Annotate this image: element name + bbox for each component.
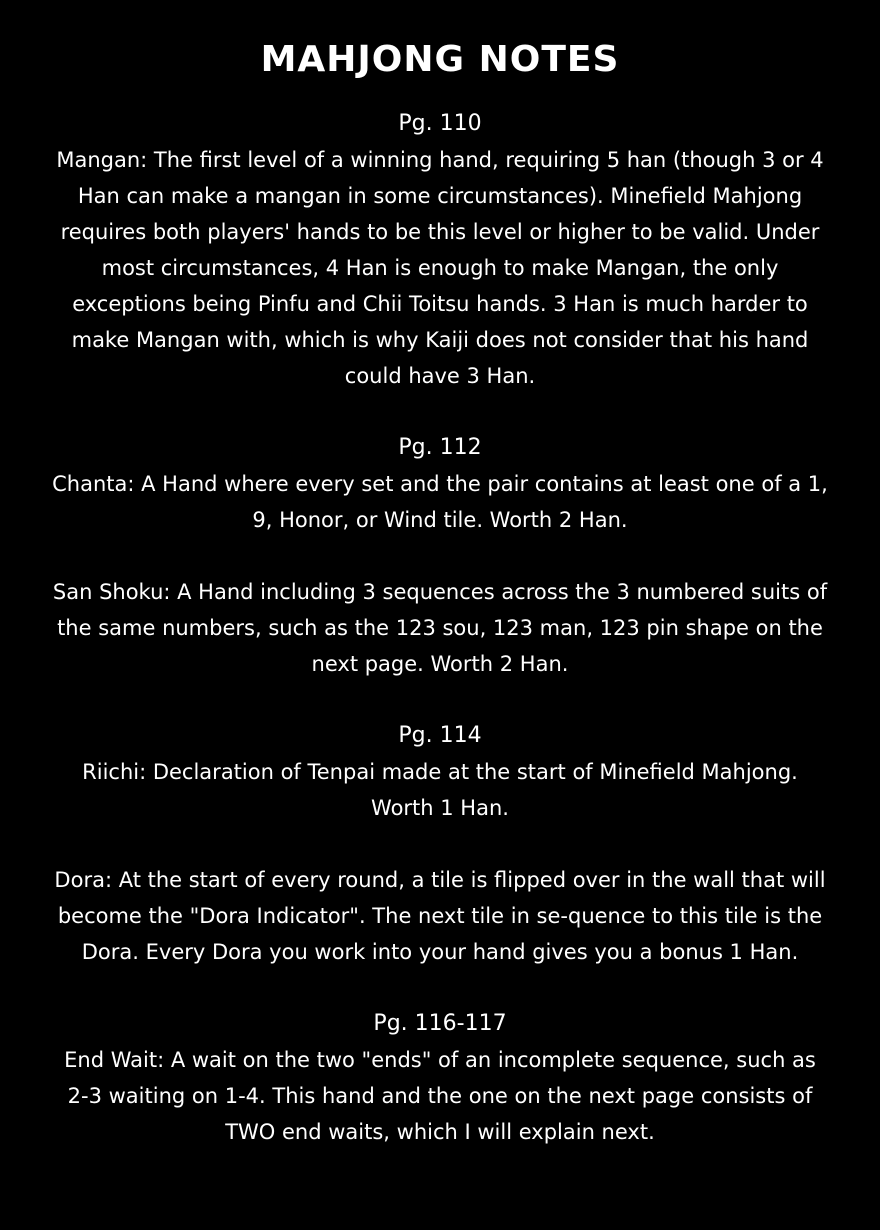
spacer xyxy=(52,78,828,106)
spacer xyxy=(52,682,828,718)
page-reference: Pg. 116-117 xyxy=(373,1011,507,1036)
note-riichi: Riichi: Declaration of Tenpai made at the start of Minefield Mahjong. Worth 1 Han. xyxy=(82,760,798,820)
page-title: MAHJONG NOTES xyxy=(260,39,620,80)
note-san-shoku: San Shoku: A Hand including 3 sequences across the 3 numbered suits of the same numbers, such as the 123 sou, 123 man, 123 pin shape on the next page. Worth 2 Han. xyxy=(52,580,828,676)
spacer xyxy=(52,538,828,574)
spacer xyxy=(52,826,828,862)
spacer xyxy=(52,394,828,430)
note-dora: Dora: At the start of every round, a tile is flipped over in the wall that will become the "Dora Indicator". The next tile in se-quence to this tile is the Dora. Every Dora you work into your hand gives you a bonus 1 Han. xyxy=(54,868,826,964)
note-end-wait: End Wait: A wait on the two "ends" of an incomplete sequence, such as 2-3 waiting on 1-4. This hand and the one on the next page consists of TWO end waits, which I will explain next. xyxy=(64,1048,816,1144)
section-pg-112 xyxy=(52,430,828,682)
page-reference: Pg. 114 xyxy=(398,723,482,748)
section-pg-116-117 xyxy=(52,1006,828,1150)
section-pg-114 xyxy=(52,718,828,970)
section-pg-110 xyxy=(52,106,828,394)
page-reference: Pg. 110 xyxy=(398,111,482,136)
spacer xyxy=(52,970,828,1006)
note-chanta: Chanta: A Hand where every set and the pair contains at least one of a 1, 9, Honor, or Wind tile. Worth 2 Han. xyxy=(52,472,828,532)
note-mangan: Mangan: The first level of a winning hand, requiring 5 han (though 3 or 4 Han can make a mangan in some circumstances). Minefield Mahjong requires both players' hands to be this level or higher to be valid. Under most circumstances, 4 Han is enough to make Mangan, the only exceptions being Pinfu and Chii Toitsu hands. 3 Han is much harder to make Mangan with, which is why Kaiji does not consider that his hand could have 3 Han. xyxy=(56,148,824,388)
page-reference: Pg. 112 xyxy=(398,435,482,460)
